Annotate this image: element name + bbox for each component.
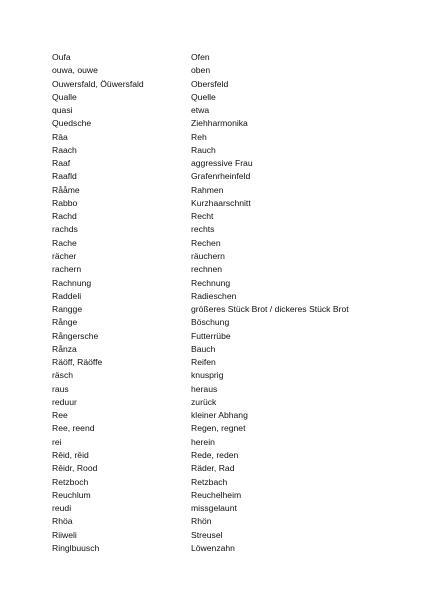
- dialect-term: Reuchlum: [52, 489, 91, 500]
- glossary-entry: [52, 210, 412, 223]
- standard-translation: Ofen: [191, 52, 210, 62]
- glossary-entry: [52, 51, 412, 64]
- dialect-term: Ringlbuusch: [52, 542, 100, 553]
- standard-translation: zurück: [191, 396, 217, 407]
- dialect-term: Rånza: [52, 343, 77, 354]
- standard-translation: Futterrübe: [191, 330, 231, 341]
- standard-translation: aggressive Frau: [191, 158, 253, 169]
- glossary-entry: [52, 131, 412, 144]
- glossary-entry: [52, 117, 412, 130]
- standard-translation: Räder, Rad: [191, 463, 235, 474]
- glossary-entry: [52, 250, 412, 263]
- dialect-term: Rēidr, Rood: [52, 463, 98, 474]
- standard-translation: Kurzhaarschnitt: [191, 197, 251, 208]
- dialect-term: Rångersche: [52, 330, 99, 341]
- glossary-entry: [52, 422, 412, 435]
- dialect-term: Rēid, rēid: [52, 449, 89, 460]
- dialect-term: Riiweli: [52, 529, 77, 540]
- standard-translation: rechts: [191, 224, 215, 235]
- glossary-entry: [52, 383, 412, 396]
- dialect-term: rachds: [52, 224, 78, 235]
- dialect-term: Oufa: [52, 52, 71, 62]
- standard-translation: Reh: [191, 131, 207, 142]
- glossary-entry: [52, 462, 412, 475]
- standard-translation: rechnen: [191, 264, 223, 275]
- standard-translation: Rhön: [191, 516, 212, 527]
- standard-translation: Rechen: [191, 237, 221, 248]
- glossary-entry: [52, 502, 412, 515]
- standard-translation: Rahmen: [191, 184, 224, 195]
- standard-translation: knusprig: [191, 370, 224, 381]
- dialect-term: quasi: [52, 105, 73, 116]
- glossary-entry: [52, 223, 412, 236]
- glossary-entry: [52, 303, 412, 316]
- glossary-entry: [52, 369, 412, 382]
- standard-translation: etwa: [191, 105, 210, 116]
- glossary-entry: [52, 263, 412, 276]
- dialect-term: Ree, reend: [52, 423, 95, 434]
- glossary-entry: [52, 343, 412, 356]
- standard-translation: heraus: [191, 383, 218, 394]
- standard-translation: Recht: [191, 211, 214, 222]
- glossary-entry: [52, 290, 412, 303]
- dialect-term: Quedsche: [52, 118, 92, 129]
- glossary-entry: [52, 157, 412, 170]
- dialect-term: reduur: [52, 396, 77, 407]
- dialect-term: räsch: [52, 370, 74, 381]
- glossary-entry: [52, 237, 412, 250]
- standard-translation: räuchern: [191, 250, 225, 261]
- standard-translation: Radieschen: [191, 290, 237, 301]
- dialect-term: Rånge: [52, 317, 78, 328]
- glossary-entry: [52, 277, 412, 290]
- standard-translation: Obersfeld: [191, 78, 229, 89]
- dialect-term: ouwa, ouwe: [52, 65, 98, 76]
- glossary-entry: [52, 449, 412, 462]
- standard-translation: kleiner Abhang: [191, 410, 248, 421]
- dialect-term: Ree: [52, 410, 68, 421]
- glossary-entry: [52, 330, 412, 343]
- dialect-term: Raddeli: [52, 290, 82, 301]
- glossary-list: [52, 51, 412, 555]
- dialect-term: Räöff, Räöffe: [52, 357, 103, 368]
- glossary-entry: [52, 542, 412, 555]
- glossary-entry: [52, 356, 412, 369]
- dialect-term: Rhöa: [52, 516, 73, 527]
- glossary-entry: [52, 64, 412, 77]
- standard-translation: oben: [191, 65, 211, 76]
- dialect-term: Raaf: [52, 158, 71, 169]
- standard-translation: Rede, reden: [191, 449, 239, 460]
- dialect-term: Rache: [52, 237, 77, 248]
- glossary-entry: [52, 529, 412, 542]
- standard-translation: Böschung: [191, 317, 230, 328]
- glossary-entry: [52, 436, 412, 449]
- standard-translation: Rauch: [191, 144, 216, 155]
- dialect-term: Rāa: [52, 131, 68, 142]
- glossary-entry: [52, 91, 412, 104]
- standard-translation: Grafenrheinfeld: [191, 171, 251, 182]
- dialect-term: Ouwersfald, Öüwersfald: [52, 78, 144, 89]
- standard-translation: Reuchelheim: [191, 489, 242, 500]
- standard-translation: Regen, regnet: [191, 423, 246, 434]
- standard-translation: Löwenzahn: [191, 542, 235, 553]
- dialect-term: Rachnung: [52, 277, 92, 288]
- dialect-term: rächer: [52, 250, 77, 261]
- dialect-term: Raach: [52, 144, 77, 155]
- standard-translation: Reifen: [191, 357, 216, 368]
- glossary-entry: [52, 78, 412, 91]
- dialect-term: Rangge: [52, 304, 83, 315]
- glossary-entry: [52, 184, 412, 197]
- glossary-entry: [52, 515, 412, 528]
- standard-translation: Ziehharmonika: [191, 118, 248, 129]
- dialect-term: Raafld: [52, 171, 77, 182]
- dialect-term: Qualle: [52, 91, 77, 102]
- dialect-term: rei: [52, 436, 62, 447]
- dialect-term: rachern: [52, 264, 82, 275]
- dialect-term: Rabbo: [52, 197, 78, 208]
- dialect-term: reudi: [52, 503, 72, 514]
- glossary-entry: [52, 104, 412, 117]
- standard-translation: größeres Stück Brot / dickeres Stück Brot: [191, 304, 349, 315]
- glossary-entry: [52, 409, 412, 422]
- standard-translation: Streusel: [191, 529, 223, 540]
- glossary-entry: [52, 476, 412, 489]
- standard-translation: Quelle: [191, 91, 216, 102]
- standard-translation: herein: [191, 436, 215, 447]
- glossary-entry: [52, 197, 412, 210]
- glossary-entry: [52, 489, 412, 502]
- standard-translation: missgelaunt: [191, 503, 237, 514]
- dialect-term: Rachd: [52, 211, 77, 222]
- standard-translation: Retzbach: [191, 476, 228, 487]
- dialect-term: raus: [52, 383, 69, 394]
- glossary-entry: [52, 316, 412, 329]
- glossary-entry: [52, 170, 412, 183]
- dialect-term: Retzboch: [52, 476, 89, 487]
- glossary-entry: [52, 396, 412, 409]
- standard-translation: Rechnung: [191, 277, 231, 288]
- dialect-term: Rååme: [52, 184, 80, 195]
- glossary-entry: [52, 144, 412, 157]
- standard-translation: Bauch: [191, 343, 216, 354]
